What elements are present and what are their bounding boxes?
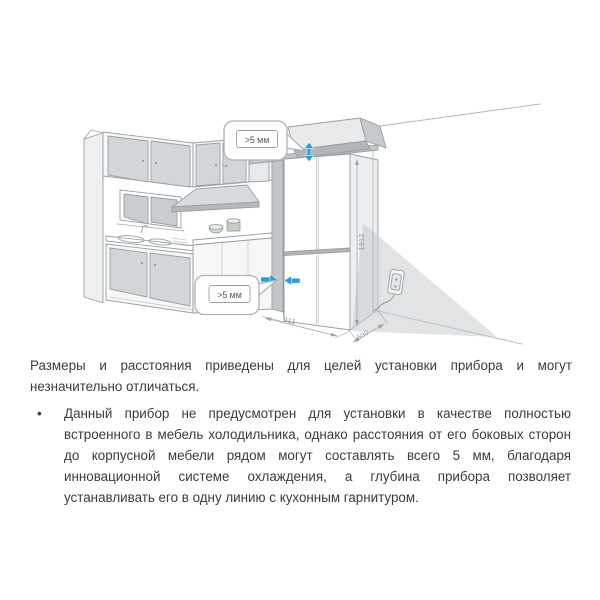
power-outlet-icon [387,269,404,295]
bullet-text: Данный прибор не предусмотрен для установки в качестве полностью встроенного в мебель холодильника, однако расстояния от его боковых сторон до корпусной мебели рядом могут составлять всего 5 мм, благодаря инновационной системе охлаждения, а глубина прибора позволяет устанавливать его в одну линию с кухонным гарнитуром. [64,406,571,505]
dim-height-label: 1912 [357,233,366,251]
shadow-triangle [352,223,497,337]
pot [227,219,240,231]
bowl [209,225,223,233]
callout-top-label: >5 мм [244,134,270,145]
cabinet-side-panel [272,150,283,312]
dim-depth-label: 600 [354,327,371,343]
wall-line [380,104,540,126]
intro-paragraph: Размеры и расстояния приведены для целей установки прибора и могут незначительно отличаться. [30,358,572,394]
callout-bottom-label: >5 мм [217,289,242,300]
over-fridge-cabinet [288,118,386,158]
range-hood [172,185,259,212]
dim-width-label: 911 [282,314,297,327]
bullet-marker: • [37,406,42,421]
kitchen-cabinets-left [84,130,196,313]
